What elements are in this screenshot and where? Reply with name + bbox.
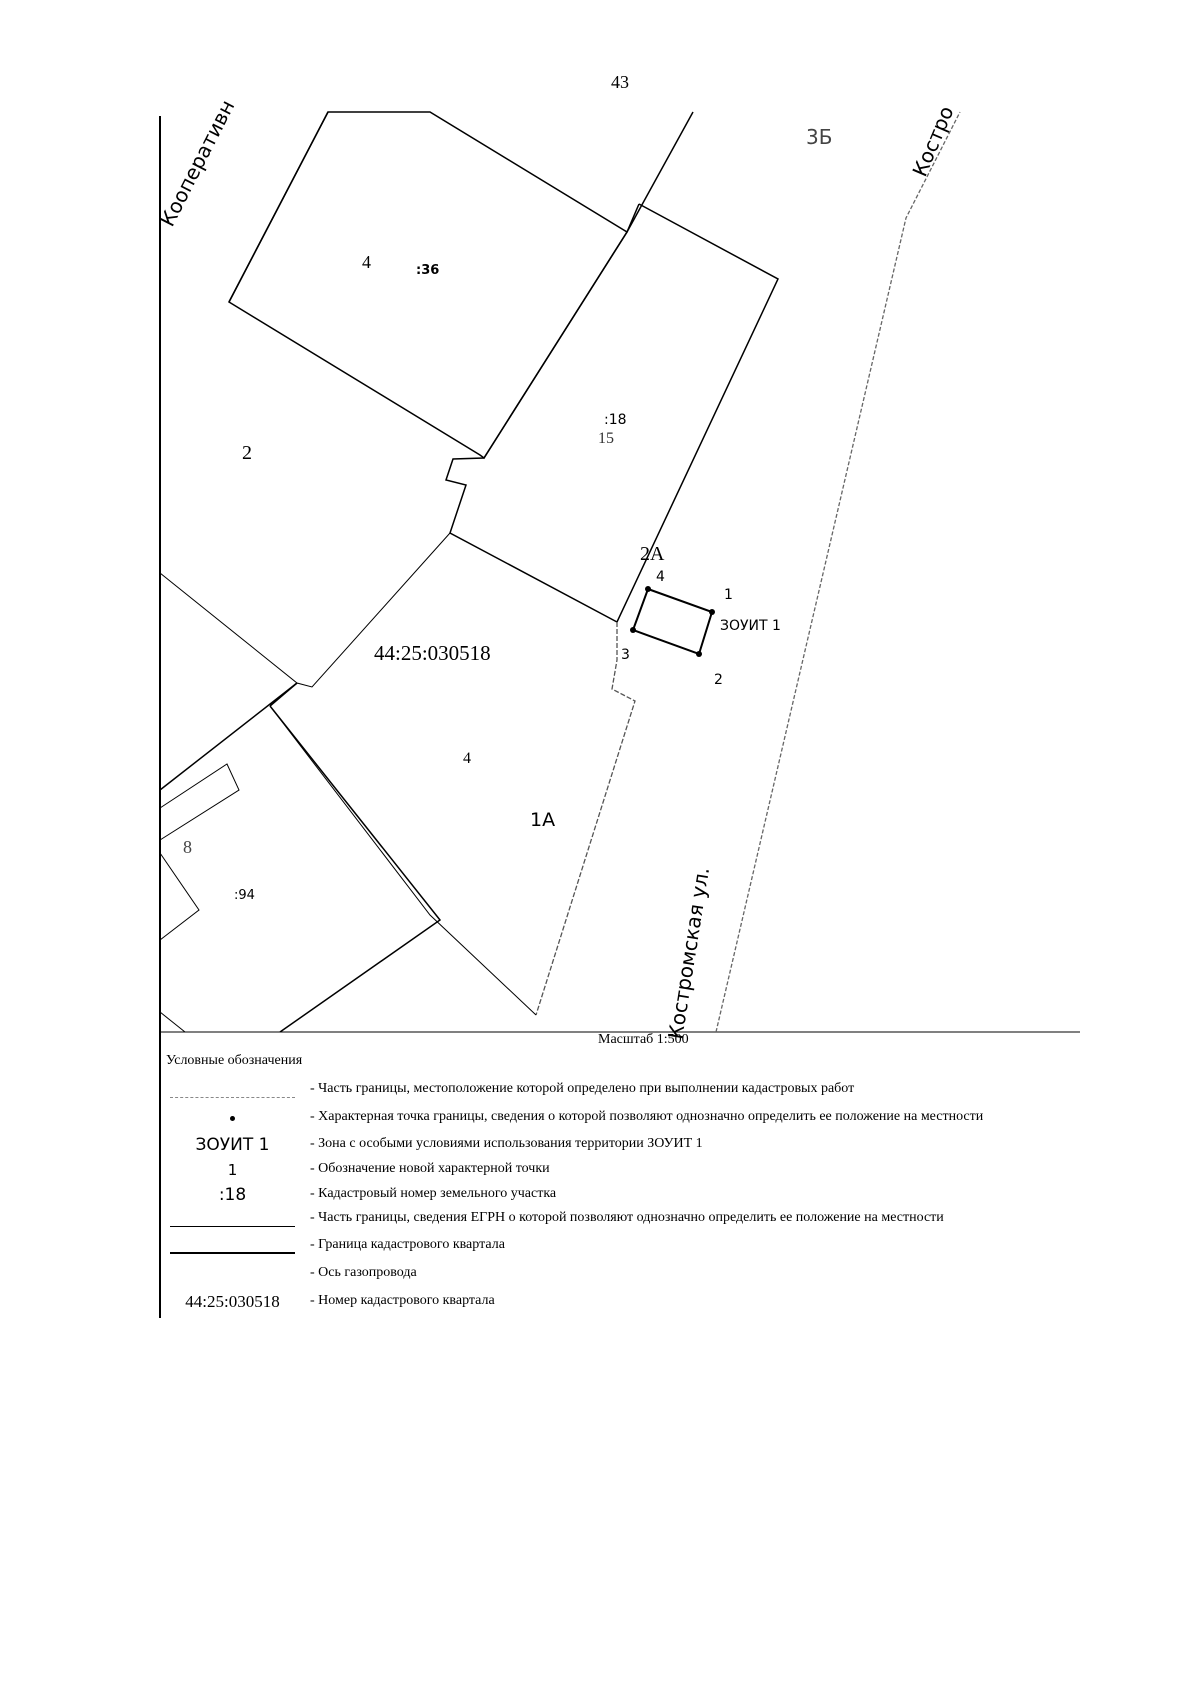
parcel-1a-label: 1А	[530, 809, 556, 831]
legend-title: Условные обозначения	[166, 1053, 303, 1068]
boundary-top	[627, 112, 693, 232]
zouit-1-zone	[633, 589, 712, 654]
parcel-36-top-left	[229, 112, 328, 302]
legend-desc: - Граница кадастрового квартала	[310, 1237, 505, 1252]
point-4-label: 4	[656, 569, 665, 585]
legend-symbol-zouit: ЗОУИТ 1	[195, 1135, 270, 1155]
parcel-36-boundary	[229, 112, 627, 458]
parcel-94-cad: :94	[234, 888, 255, 903]
parcel-8-label: 8	[183, 837, 192, 857]
legend-symbol-quarter-number: 44:25:030518	[185, 1292, 280, 1311]
legend-row-quarter-boundary	[160, 1234, 1090, 1258]
legend-symbol-dot	[160, 1106, 305, 1130]
parcel-94-boundary	[160, 683, 297, 790]
legend-desc: - Часть границы, местоположение которой определено при выполнении кадастровых работ	[310, 1081, 855, 1096]
parcel-2a-label: 2А	[640, 543, 665, 565]
point-1-marker	[709, 609, 715, 615]
legend-desc: - Часть границы, сведения ЕГРН о которой позволяют однозначно определить ее положение на местности	[310, 1210, 944, 1225]
legend-row-cadastral-number	[160, 1183, 1090, 1207]
parcel-4-label: 4	[463, 750, 471, 767]
point-3-label: 3	[621, 647, 630, 663]
point-2-label: 2	[714, 672, 723, 688]
parcel-18-number: 15	[598, 430, 614, 447]
legend-desc: - Кадастровый номер земельного участка	[310, 1186, 557, 1201]
legend-desc: - Номер кадастрового квартала	[310, 1293, 495, 1308]
point-2-marker	[696, 651, 702, 657]
legend-desc: - Обозначение новой характерной точки	[310, 1161, 550, 1176]
street-label-kooperativn: Кооперативн	[155, 95, 240, 231]
legend-symbol-cad-number: :18	[218, 1185, 247, 1205]
point-3-marker	[630, 627, 636, 633]
boundary-bottom-left	[160, 1012, 185, 1032]
point-1-label: 1	[724, 587, 733, 603]
scale-label: Масштаб 1:500	[598, 1032, 689, 1047]
parcel-36-number: 4	[362, 252, 371, 272]
legend-row-characteristic-point	[160, 1106, 1090, 1130]
parcel-18-cad: :18	[604, 412, 627, 428]
street-axis-kostromskaya	[716, 112, 960, 1032]
legend-row-zouit	[160, 1133, 1090, 1157]
legend-symbol-point-number: 1	[227, 1161, 238, 1179]
street-label-kostromskaya: Костромская ул.	[663, 865, 715, 1041]
page-number: 43	[611, 72, 629, 92]
parcel-1a-boundary	[270, 706, 536, 1015]
legend-row-egrn-boundary	[160, 1207, 1090, 1231]
legend-symbol-gas-axis	[160, 1262, 305, 1286]
parcel-8-boundary	[160, 853, 199, 940]
legend-desc: - Ось газопровода	[310, 1265, 417, 1280]
parcel-3b-label: 3Б	[806, 125, 833, 149]
legend-row-new-point	[160, 1158, 1090, 1182]
street-label-kostro: Костро	[907, 102, 959, 180]
quarter-number-label: 44:25:030518	[374, 641, 491, 665]
point-4-marker	[645, 586, 651, 592]
legend-symbol-thin-line	[160, 1207, 305, 1231]
legend-symbol-dashed-line	[160, 1078, 305, 1102]
legend-row-quarter-number	[160, 1290, 1090, 1314]
legend-symbol-thick-line	[160, 1234, 305, 1258]
parcel-2-number: 2	[242, 442, 252, 464]
legend-row-gas-pipeline	[160, 1262, 1090, 1286]
parcel-94-right	[270, 706, 440, 1032]
legend-desc: - Характерная точка границы, сведения о которой позволяют однозначно определить ее положение на местности	[310, 1109, 984, 1124]
legend-desc: - Зона с особыми условиями использования территории ЗОУИТ 1	[310, 1136, 703, 1151]
parcel-36-cad: :36	[416, 263, 440, 278]
building-outline	[160, 764, 239, 840]
legend-row-surveyed-boundary	[160, 1078, 1090, 1102]
zouit-1-label: ЗОУИТ 1	[720, 618, 781, 634]
